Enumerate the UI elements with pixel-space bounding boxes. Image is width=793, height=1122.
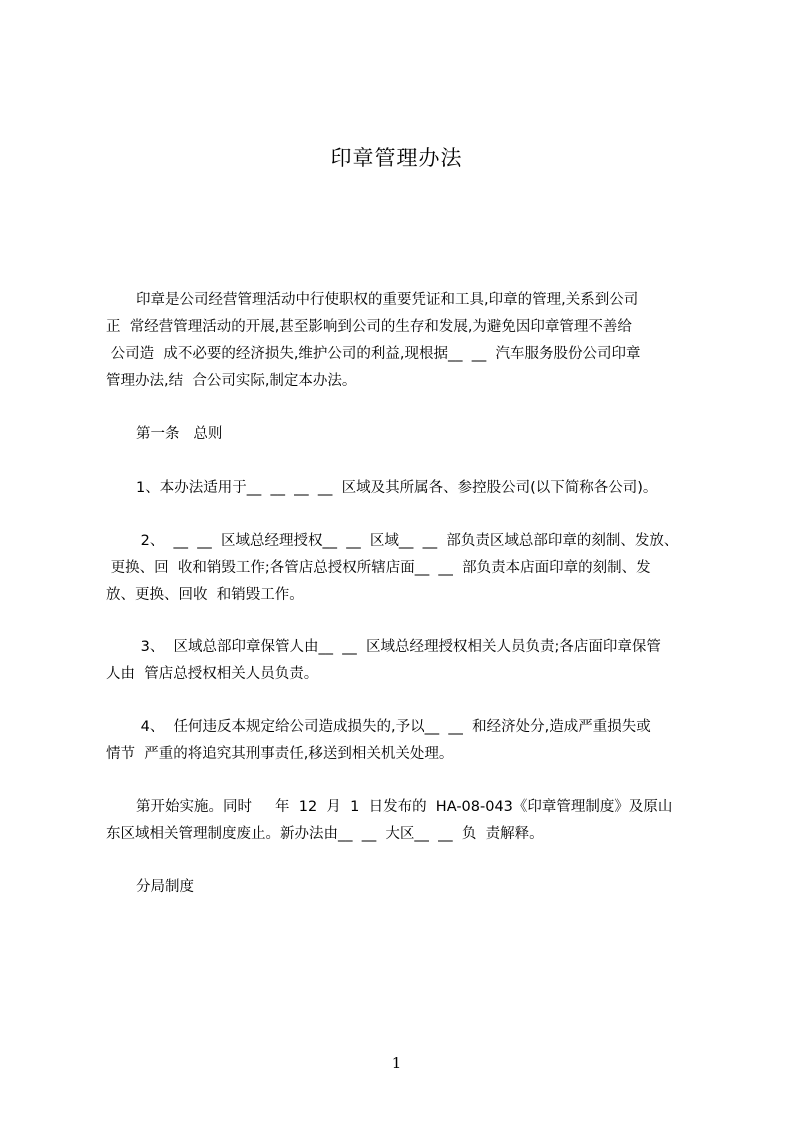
- clause-line: 放、更换、回收 和销毁工作。: [106, 587, 304, 603]
- section-heading: 第一条 总则: [136, 426, 223, 442]
- intro-paragraph: [106, 287, 698, 395]
- document-title: 印章管理办法: [330, 146, 463, 170]
- page-number: 1: [391, 1054, 402, 1072]
- clause-line: 更换、回 收和销毁工作;各管店总授权所辖店面__ __ 部负责本店面印章的刻制、发: [106, 560, 651, 576]
- intro-line: 正 常经营管理活动的开展,甚至影响到公司的生存和发展,为避免因印章管理不善给: [106, 319, 632, 335]
- clause-3: [106, 634, 698, 688]
- clause-4: [106, 714, 698, 768]
- clause-1: [106, 475, 698, 502]
- clause-line: 3、 区域总部印章保管人由__ __ 区域总经理授权相关人员负责;各店面印章保管: [136, 639, 661, 655]
- clause-line: 2、 __ __ 区域总经理授权__ __ 区域__ __ 部负责区域总部印章的刻制、发放、: [136, 533, 679, 549]
- intro-line: 管理办法,结 合公司实际,制定本办法。: [106, 373, 357, 389]
- implementation-line: 第开始实施。同时 年 12 月 1 日发布的 HA-08-043《印章管理制度》及原山: [136, 799, 673, 815]
- clause-line: 人由 管店总授权相关人员负责。: [106, 666, 319, 682]
- intro-line: 公司造 成不必要的经济损失,维护公司的利益,现根据__ __ 汽车服务股份公司印章: [106, 346, 641, 362]
- implementation-paragraph: [106, 794, 698, 848]
- clause-line: 1、本办法适用于__ __ __ __ 区域及其所属各、参控股公司(以下简称各公司)。: [136, 480, 658, 496]
- clause-line: 情节 严重的将追究其刑事责任,移送到相关机关处理。: [106, 746, 454, 762]
- closing-text: 分局制度: [136, 879, 194, 895]
- implementation-line: 东区域相关管理制度废止。新办法由__ __ 大区__ __ 负 责解释。: [106, 826, 544, 842]
- clause-2: [106, 528, 698, 609]
- clause-line: 4、 任何违反本规定给公司造成损失的,予以__ __ 和经济处分,造成严重损失或: [136, 719, 651, 735]
- intro-line: 印章是公司经营管理活动中行使职权的重要凭证和工具,印章的管理,关系到公司: [136, 292, 639, 308]
